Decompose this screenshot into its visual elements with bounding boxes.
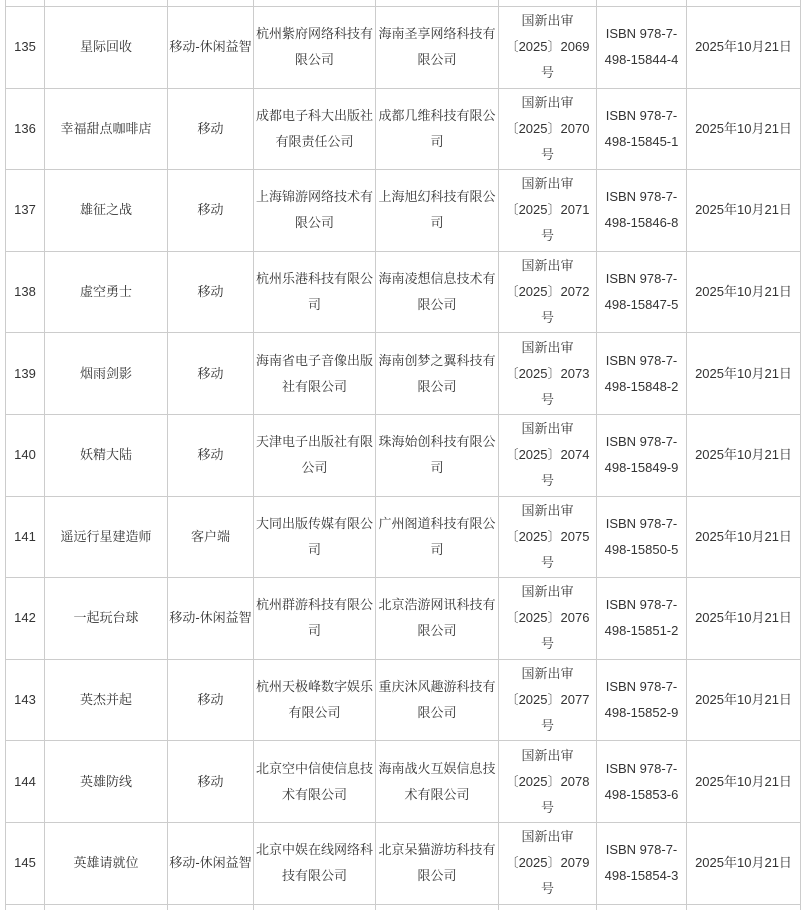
cell-publisher: 杭州紫府网络科技有限公司 bbox=[254, 7, 376, 89]
cell-approval-number: 国新出审〔2025〕2072号 bbox=[499, 251, 597, 333]
cell-publisher: 海南省电子音像出版社有限公司 bbox=[254, 333, 376, 415]
clipped-row-bottom bbox=[6, 904, 801, 910]
cell-index: 144 bbox=[6, 741, 45, 823]
cell-publisher: 上海锦游网络技术有限公司 bbox=[254, 170, 376, 252]
table-row bbox=[6, 251, 801, 333]
cell-approval-date: 2025年10月21日 bbox=[687, 88, 801, 170]
cell-index: 136 bbox=[6, 88, 45, 170]
cell-isbn: ISBN 978-7-498-15844-4 bbox=[597, 7, 687, 89]
cell-publisher: 北京空中信使信息技术有限公司 bbox=[254, 741, 376, 823]
cell-approval-date: 2025年10月21日 bbox=[687, 7, 801, 89]
game-approval-table bbox=[5, 0, 801, 910]
cell-approval-date: 2025年10月21日 bbox=[687, 659, 801, 741]
clipped-cell bbox=[376, 904, 499, 910]
cell-game-type: 移动 bbox=[168, 88, 254, 170]
cell-game-name: 英杰并起 bbox=[45, 659, 168, 741]
clipped-cell bbox=[597, 904, 687, 910]
cell-publisher: 杭州天极峰数字娱乐有限公司 bbox=[254, 659, 376, 741]
clipped-cell bbox=[45, 904, 168, 910]
clipped-cell bbox=[687, 904, 801, 910]
cell-game-type: 移动 bbox=[168, 414, 254, 496]
cell-isbn: ISBN 978-7-498-15849-9 bbox=[597, 414, 687, 496]
cell-index: 139 bbox=[6, 333, 45, 415]
cell-index: 138 bbox=[6, 251, 45, 333]
cell-approval-date: 2025年10月21日 bbox=[687, 496, 801, 578]
cell-approval-number: 国新出审〔2025〕2070号 bbox=[499, 88, 597, 170]
cell-isbn: ISBN 978-7-498-15853-6 bbox=[597, 741, 687, 823]
cell-game-name: 一起玩台球 bbox=[45, 578, 168, 660]
cell-game-type: 移动-休闲益智 bbox=[168, 822, 254, 904]
cell-approval-date: 2025年10月21日 bbox=[687, 822, 801, 904]
cell-operator: 海南战火互娱信息技术有限公司 bbox=[376, 741, 499, 823]
cell-isbn: ISBN 978-7-498-15848-2 bbox=[597, 333, 687, 415]
cell-game-name: 虚空勇士 bbox=[45, 251, 168, 333]
clipped-cell bbox=[499, 904, 597, 910]
table-row bbox=[6, 741, 801, 823]
cell-index: 145 bbox=[6, 822, 45, 904]
cell-index: 142 bbox=[6, 578, 45, 660]
table-row bbox=[6, 496, 801, 578]
cell-approval-date: 2025年10月21日 bbox=[687, 741, 801, 823]
cell-game-name: 遥远行星建造师 bbox=[45, 496, 168, 578]
cell-approval-number: 国新出审〔2025〕2074号 bbox=[499, 414, 597, 496]
cell-approval-number: 国新出审〔2025〕2077号 bbox=[499, 659, 597, 741]
cell-game-name: 星际回收 bbox=[45, 7, 168, 89]
cell-approval-number: 国新出审〔2025〕2079号 bbox=[499, 822, 597, 904]
cell-publisher: 北京中娱在线网络科技有限公司 bbox=[254, 822, 376, 904]
cell-operator: 海南创梦之翼科技有限公司 bbox=[376, 333, 499, 415]
clipped-cell bbox=[6, 904, 45, 910]
cell-index: 143 bbox=[6, 659, 45, 741]
table-row bbox=[6, 333, 801, 415]
table-row bbox=[6, 414, 801, 496]
cell-index: 135 bbox=[6, 7, 45, 89]
table-row bbox=[6, 88, 801, 170]
cell-operator: 重庆沐风趣游科技有限公司 bbox=[376, 659, 499, 741]
cell-game-name: 英雄防线 bbox=[45, 741, 168, 823]
cell-publisher: 杭州乐港科技有限公司 bbox=[254, 251, 376, 333]
cell-operator: 海南凌想信息技术有限公司 bbox=[376, 251, 499, 333]
cell-operator: 北京浩游网讯科技有限公司 bbox=[376, 578, 499, 660]
cell-approval-date: 2025年10月21日 bbox=[687, 170, 801, 252]
cell-approval-number: 国新出审〔2025〕2069号 bbox=[499, 7, 597, 89]
cell-game-type: 客户端 bbox=[168, 496, 254, 578]
cell-game-name: 雄征之战 bbox=[45, 170, 168, 252]
clipped-cell bbox=[254, 904, 376, 910]
cell-index: 141 bbox=[6, 496, 45, 578]
cell-operator: 成都几维科技有限公司 bbox=[376, 88, 499, 170]
cell-approval-date: 2025年10月21日 bbox=[687, 578, 801, 660]
cell-isbn: ISBN 978-7-498-15852-9 bbox=[597, 659, 687, 741]
cell-publisher: 成都电子科大出版社有限责任公司 bbox=[254, 88, 376, 170]
cell-game-name: 妖精大陆 bbox=[45, 414, 168, 496]
cell-approval-date: 2025年10月21日 bbox=[687, 414, 801, 496]
cell-operator: 北京呆猫游坊科技有限公司 bbox=[376, 822, 499, 904]
cell-operator: 广州阁道科技有限公司 bbox=[376, 496, 499, 578]
cell-game-name: 英雄请就位 bbox=[45, 822, 168, 904]
cell-isbn: ISBN 978-7-498-15850-5 bbox=[597, 496, 687, 578]
cell-game-type: 移动 bbox=[168, 741, 254, 823]
cell-game-type: 移动 bbox=[168, 170, 254, 252]
cell-isbn: ISBN 978-7-498-15847-5 bbox=[597, 251, 687, 333]
cell-publisher: 天津电子出版社有限公司 bbox=[254, 414, 376, 496]
table-row bbox=[6, 7, 801, 89]
cell-isbn: ISBN 978-7-498-15851-2 bbox=[597, 578, 687, 660]
cell-approval-date: 2025年10月21日 bbox=[687, 251, 801, 333]
cell-game-name: 烟雨剑影 bbox=[45, 333, 168, 415]
cell-isbn: ISBN 978-7-498-15846-8 bbox=[597, 170, 687, 252]
cell-game-type: 移动 bbox=[168, 659, 254, 741]
table-row bbox=[6, 170, 801, 252]
cell-operator: 海南圣享网络科技有限公司 bbox=[376, 7, 499, 89]
cell-approval-number: 国新出审〔2025〕2071号 bbox=[499, 170, 597, 252]
cell-isbn: ISBN 978-7-498-15845-1 bbox=[597, 88, 687, 170]
cell-isbn: ISBN 978-7-498-15854-3 bbox=[597, 822, 687, 904]
cell-approval-date: 2025年10月21日 bbox=[687, 333, 801, 415]
cell-operator: 上海旭幻科技有限公司 bbox=[376, 170, 499, 252]
table-row bbox=[6, 659, 801, 741]
cell-approval-number: 国新出审〔2025〕2075号 bbox=[499, 496, 597, 578]
clipped-cell bbox=[168, 904, 254, 910]
cell-operator: 珠海始创科技有限公司 bbox=[376, 414, 499, 496]
cell-index: 137 bbox=[6, 170, 45, 252]
cell-publisher: 杭州群游科技有限公司 bbox=[254, 578, 376, 660]
cell-game-type: 移动-休闲益智 bbox=[168, 7, 254, 89]
table-row bbox=[6, 578, 801, 660]
cell-approval-number: 国新出审〔2025〕2076号 bbox=[499, 578, 597, 660]
cell-approval-number: 国新出审〔2025〕2073号 bbox=[499, 333, 597, 415]
cell-game-type: 移动 bbox=[168, 333, 254, 415]
cell-publisher: 大同出版传媒有限公司 bbox=[254, 496, 376, 578]
cell-game-name: 幸福甜点咖啡店 bbox=[45, 88, 168, 170]
table-row bbox=[6, 822, 801, 904]
cell-approval-number: 国新出审〔2025〕2078号 bbox=[499, 741, 597, 823]
cell-game-type: 移动 bbox=[168, 251, 254, 333]
cell-game-type: 移动-休闲益智 bbox=[168, 578, 254, 660]
cell-index: 140 bbox=[6, 414, 45, 496]
